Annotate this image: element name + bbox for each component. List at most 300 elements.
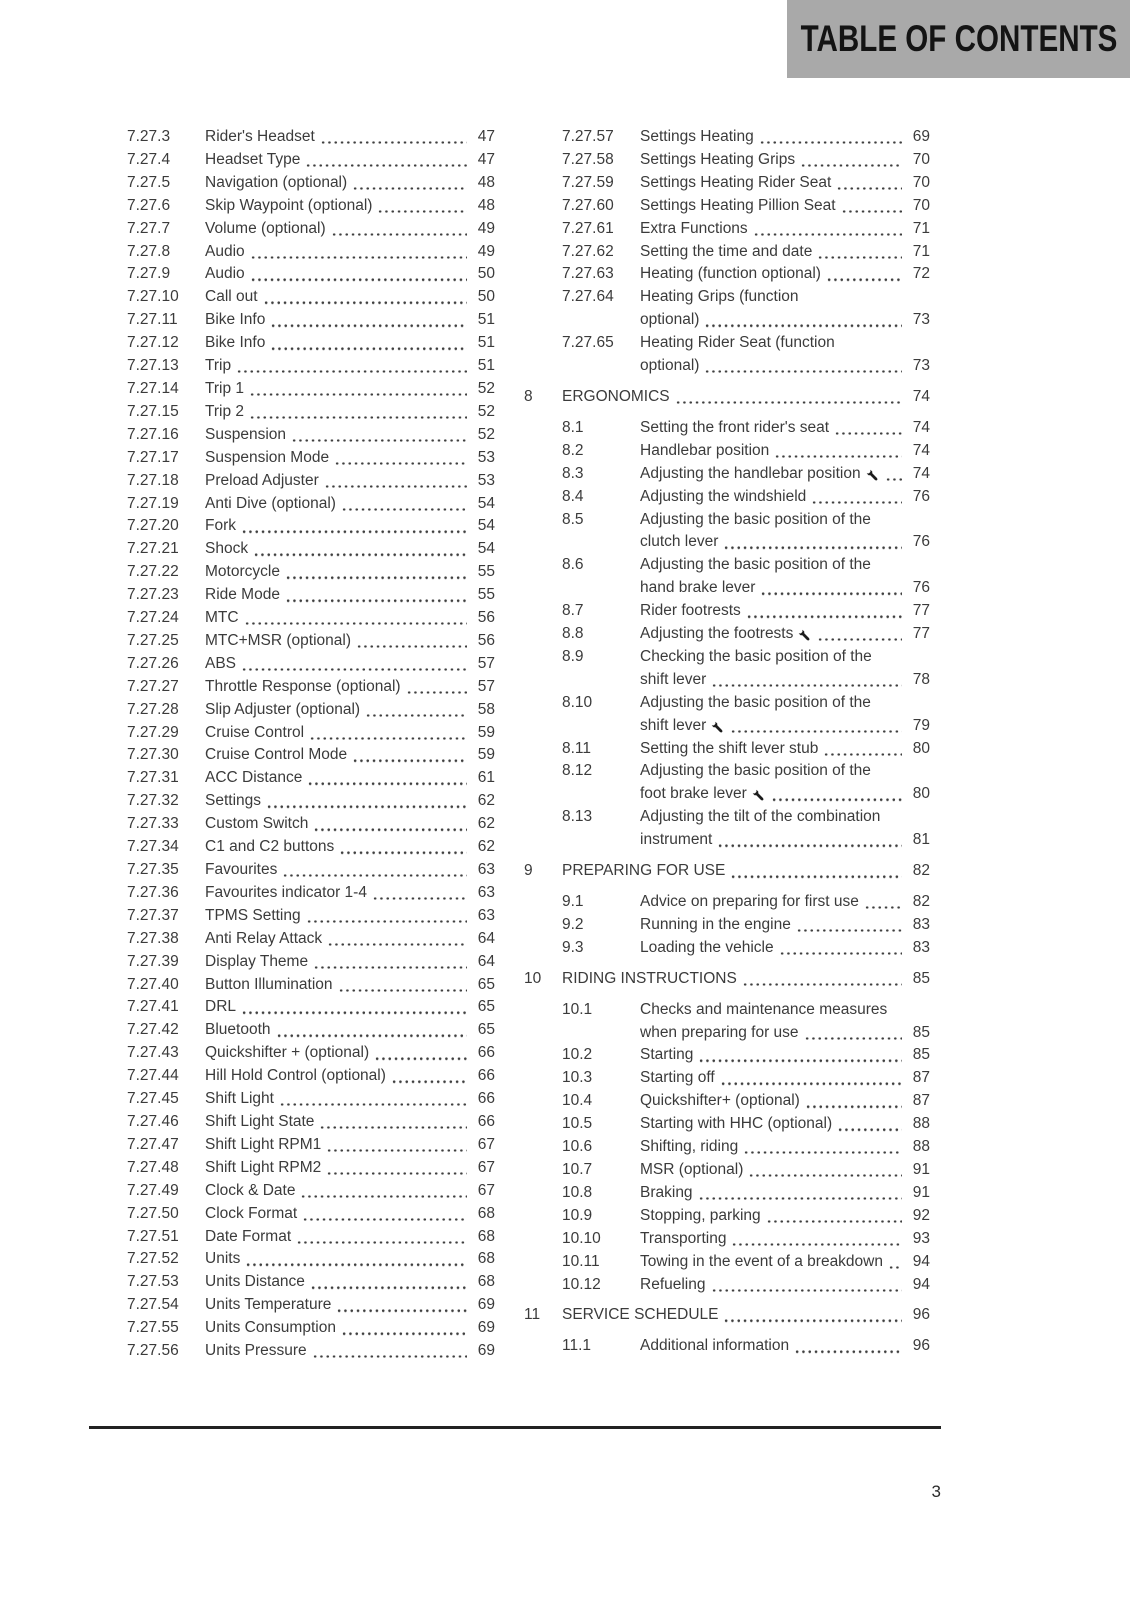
entry-page-number: 74 [912, 441, 930, 459]
entry-title: Motorcycle [205, 563, 280, 581]
dot-leader [711, 1289, 903, 1292]
entry-title: Towing in the event of a breakdown [640, 1252, 883, 1270]
dot-leader [817, 256, 902, 259]
entry-title: Transporting [640, 1229, 727, 1247]
toc-section-entry [524, 860, 930, 883]
entry-number: 7.27.48 [127, 1158, 179, 1176]
dot-leader [241, 668, 467, 671]
toc-entry [524, 554, 930, 600]
entry-title: MSR (optional) [640, 1160, 744, 1178]
entry-page-number: 93 [912, 1229, 930, 1247]
entry-content [640, 891, 930, 914]
toc-entry [89, 951, 495, 974]
entry-title: Starting off [640, 1069, 715, 1087]
entry-content [205, 447, 495, 470]
entry-number: 9.3 [562, 938, 584, 956]
toc-entry [89, 401, 495, 424]
dot-leader [800, 164, 902, 167]
entry-content [640, 692, 930, 738]
entry-content [640, 1251, 930, 1274]
footer-divider [89, 1426, 941, 1429]
toc-right-column [524, 126, 930, 1358]
entry-title: Display Theme [205, 952, 309, 970]
entry-content [640, 914, 930, 937]
entry-number: 7.27.54 [127, 1296, 179, 1314]
entry-title-line: Adjusting the basic position of the [640, 762, 871, 780]
entry-number: 7.27.43 [127, 1044, 179, 1062]
entry-page-number: 54 [477, 494, 495, 512]
dot-leader [339, 851, 467, 854]
entry-page-number: 58 [477, 700, 495, 718]
entry-number: 8.1 [562, 418, 584, 436]
toc-entry [89, 1134, 495, 1157]
entry-title: clutch lever [640, 533, 719, 551]
entry-title: instrument [640, 831, 713, 849]
dot-leader [313, 966, 467, 969]
entry-page-number: 49 [477, 242, 495, 260]
dot-leader [885, 478, 902, 481]
entry-content [640, 760, 930, 806]
entry-page-number: 70 [912, 196, 930, 214]
dot-leader [245, 1263, 467, 1266]
entry-number: 8.11 [562, 739, 592, 757]
entry-number: 7.27.22 [127, 563, 179, 581]
entry-number: 10.10 [562, 1229, 601, 1247]
toc-entry [89, 286, 495, 309]
entry-page-number: 48 [477, 173, 495, 191]
toc-entry [89, 515, 495, 538]
dot-leader [704, 370, 902, 373]
entry-title: Starting [640, 1046, 694, 1064]
entry-number: 7.27.15 [127, 402, 179, 420]
toc-entry [89, 447, 495, 470]
dot-leader [327, 943, 467, 946]
entry-title: shift lever [640, 670, 707, 688]
dot-leader [236, 370, 467, 373]
entry-title: Bluetooth [205, 1021, 271, 1039]
toc-entry [524, 806, 930, 852]
entry-page-number: 66 [477, 1112, 495, 1130]
entry-title: Date Format [205, 1227, 292, 1245]
entry-content [562, 860, 930, 883]
entry-page-number: 67 [477, 1181, 495, 1199]
toc-entry [89, 1271, 495, 1294]
entry-content [205, 1157, 495, 1180]
toc-entry [89, 1340, 495, 1363]
toc-entry [524, 999, 930, 1045]
entry-page-number: 70 [912, 150, 930, 168]
entry-page-number: 66 [477, 1090, 495, 1108]
toc-entry [89, 149, 495, 172]
dot-leader [774, 455, 902, 458]
entry-content [205, 493, 495, 516]
entry-content [205, 1203, 495, 1226]
entry-content [640, 1044, 930, 1067]
entry-title: Anti Dive (optional) [205, 494, 336, 512]
entry-number: 8.9 [562, 647, 584, 665]
entry-title-line: Heating Rider Seat (function [640, 334, 835, 352]
dot-leader [263, 301, 467, 304]
dot-leader [282, 874, 467, 877]
entry-page-number: 55 [477, 586, 495, 604]
entry-content [205, 1088, 495, 1111]
entry-title: Loading the vehicle [640, 938, 774, 956]
entry-page-number: 92 [912, 1206, 930, 1224]
dot-leader [779, 952, 902, 955]
entry-number: 7.27.47 [127, 1135, 179, 1153]
entry-title-line: Adjusting the tilt of the combination [640, 808, 881, 826]
entry-title: ERGONOMICS [562, 387, 670, 405]
toc-entry [524, 646, 930, 692]
toc-entry [524, 440, 930, 463]
entry-content [205, 1340, 495, 1363]
entry-page-number: 96 [912, 1306, 930, 1324]
toc-entry [89, 218, 495, 241]
toc-entry [89, 676, 495, 699]
entry-title: Bike Info [205, 311, 266, 329]
dot-leader [341, 1332, 467, 1335]
dot-leader [331, 233, 467, 236]
dot-leader [250, 256, 467, 259]
toc-entry [89, 424, 495, 447]
page-number: 3 [931, 1482, 941, 1501]
dot-leader [723, 546, 902, 549]
entry-title: PREPARING FOR USE [562, 862, 726, 880]
entry-page-number: 72 [912, 265, 930, 283]
dot-leader [266, 805, 467, 808]
entry-content [205, 149, 495, 172]
entry-title: Quickshifter + (optional) [205, 1044, 370, 1062]
entry-page-number: 81 [912, 831, 930, 849]
entry-page-number: 82 [912, 862, 930, 880]
toc-entry [524, 1274, 930, 1297]
entry-number: 7.27.53 [127, 1273, 179, 1291]
entry-title: Call out [205, 288, 258, 306]
entry-number: 7.27.24 [127, 609, 179, 627]
entry-page-number: 62 [477, 838, 495, 856]
dot-leader [748, 1174, 902, 1177]
entry-page-number: 53 [477, 448, 495, 466]
entry-content [640, 263, 930, 286]
entry-page-number: 74 [912, 418, 930, 436]
entry-page-number: 62 [477, 815, 495, 833]
entry-content [205, 172, 495, 195]
toc-entry [524, 218, 930, 241]
entry-content [205, 676, 495, 699]
entry-page-number: 64 [477, 952, 495, 970]
dot-leader [760, 592, 902, 595]
entry-title: ACC Distance [205, 769, 303, 787]
toc-entry [89, 1042, 495, 1065]
entry-title: Preload Adjuster [205, 471, 319, 489]
entry-page-number: 88 [912, 1138, 930, 1156]
toc-entry [524, 149, 930, 172]
entry-title: Settings Heating Pillion Seat [640, 196, 836, 214]
entry-number: 7.27.18 [127, 471, 179, 489]
entry-title: Stopping, parking [640, 1206, 761, 1224]
dot-leader [300, 1195, 467, 1198]
entry-number: 7.27.35 [127, 861, 179, 878]
entry-page-number: 69 [477, 1342, 495, 1360]
entry-number: 7.27.17 [127, 448, 179, 466]
entry-content [205, 859, 495, 882]
entry-number: 7.27.13 [127, 357, 179, 375]
entry-number: 7.27.36 [127, 883, 179, 901]
entry-content [205, 744, 495, 767]
toc-entry [89, 195, 495, 218]
entry-page-number: 50 [477, 265, 495, 283]
dot-leader [743, 1151, 902, 1154]
entry-content [205, 1248, 495, 1271]
entry-content [205, 355, 495, 378]
entry-title: Units Distance [205, 1273, 305, 1291]
toc-entry [89, 309, 495, 332]
entry-content [205, 996, 495, 1019]
entry-title: Shift Light State [205, 1112, 315, 1130]
entry-page-number: 82 [912, 893, 930, 910]
entry-content [562, 968, 930, 991]
wrench-icon [866, 469, 880, 483]
entry-page-number: 66 [477, 1044, 495, 1062]
toc-entry [524, 891, 930, 914]
entry-number: 10.7 [562, 1160, 593, 1178]
entry-page-number: 55 [477, 563, 495, 581]
entry-page-number: 56 [477, 631, 495, 649]
entry-title-line: Checks and maintenance measures [640, 1000, 888, 1018]
entry-title: Braking [640, 1183, 693, 1201]
entry-number: 7.27.25 [127, 631, 179, 649]
dot-leader [313, 828, 467, 831]
entry-content [640, 937, 930, 960]
entry-number: 7.27.42 [127, 1021, 179, 1039]
entry-number: 7.27.5 [127, 173, 171, 191]
dot-leader [356, 645, 467, 648]
entry-content [205, 790, 495, 813]
entry-title: when preparing for use [640, 1023, 799, 1041]
wrench-icon [711, 721, 725, 735]
dot-leader [285, 599, 467, 602]
entry-title: Units [205, 1250, 241, 1268]
dot-leader [336, 1309, 467, 1312]
entry-number: 7.27.57 [562, 128, 614, 145]
entry-title: Advice on preparing for first use [640, 893, 859, 910]
entry-page-number: 74 [912, 387, 930, 405]
entry-title: Adjusting the windshield [640, 487, 807, 505]
toc-entry [89, 974, 495, 997]
entry-title: MTC+MSR (optional) [205, 631, 351, 649]
entry-number: 9.2 [562, 915, 584, 933]
entry-number: 7.27.55 [127, 1319, 179, 1337]
entry-title: Cruise Control [205, 723, 305, 741]
entry-content [640, 1228, 930, 1251]
dot-leader [841, 210, 902, 213]
entry-content [640, 440, 930, 463]
entry-page-number: 74 [912, 464, 930, 482]
entry-title: Slip Adjuster (optional) [205, 700, 361, 718]
dot-leader [270, 324, 467, 327]
toc-entry [89, 332, 495, 355]
toc-entry [524, 1044, 930, 1067]
dot-leader [746, 615, 902, 618]
dot-leader [730, 730, 902, 733]
entry-page-number: 65 [477, 998, 495, 1016]
entry-number: 10.2 [562, 1046, 593, 1064]
toc-entry [89, 699, 495, 722]
dot-leader [302, 1218, 467, 1221]
dot-leader [305, 164, 467, 167]
entry-number: 7.27.23 [127, 586, 179, 604]
entry-content [205, 767, 495, 790]
entry-title: Additional information [640, 1337, 790, 1355]
entry-page-number: 78 [912, 670, 930, 688]
entry-number: 7.27.37 [127, 906, 179, 924]
dot-leader [391, 1080, 467, 1083]
toc-entry [89, 1226, 495, 1249]
entry-content [640, 286, 930, 332]
entry-content [205, 1042, 495, 1065]
entry-title-line: Adjusting the basic position of the [640, 693, 871, 711]
entry-content [205, 813, 495, 836]
entry-page-number: 48 [477, 196, 495, 214]
entry-title: Fork [205, 517, 236, 535]
dot-leader [296, 1241, 467, 1244]
toc-entry [524, 937, 930, 960]
dot-leader [805, 1105, 902, 1108]
entry-page-number: 51 [477, 311, 495, 329]
entry-number: 7.27.46 [127, 1112, 179, 1130]
entry-content [640, 1205, 930, 1228]
entry-content [205, 653, 495, 676]
entry-number: 7.27.30 [127, 746, 179, 764]
entry-title: Volume (optional) [205, 219, 326, 237]
entry-title: Anti Relay Attack [205, 929, 323, 947]
entry-title: Handlebar position [640, 441, 770, 459]
toc-section-entry [524, 1304, 930, 1327]
entry-number: 10.4 [562, 1092, 593, 1110]
toc-entry [89, 607, 495, 630]
entry-title: Running in the engine [640, 915, 791, 933]
entry-content [640, 738, 930, 761]
entry-title: hand brake lever [640, 579, 756, 597]
entry-content [205, 584, 495, 607]
dot-leader [310, 1286, 467, 1289]
entry-number: 7.27.29 [127, 723, 179, 741]
entry-title: Adjusting the footrests [640, 625, 794, 643]
toc-entry [524, 1090, 930, 1113]
entry-title: Trip [205, 357, 232, 375]
entry-title: Rider footrests [640, 602, 741, 620]
entry-number: 8 [524, 387, 533, 405]
toc-entry [524, 332, 930, 378]
toc-entry [524, 463, 930, 486]
entry-page-number: 52 [477, 402, 495, 420]
entry-number: 7.27.3 [127, 128, 171, 145]
entry-number: 10.5 [562, 1115, 593, 1133]
entry-content [205, 928, 495, 951]
header-bar [787, 0, 1130, 78]
entry-title: Setting the shift lever stub [640, 739, 819, 757]
entry-page-number: 51 [477, 357, 495, 375]
entry-page-number: 50 [477, 288, 495, 306]
wrench-icon [752, 789, 766, 803]
entry-title-line: Adjusting the basic position of the [640, 556, 871, 574]
dot-leader [285, 576, 467, 579]
entry-number: 7.27.60 [562, 196, 614, 214]
entry-content [205, 1111, 495, 1134]
entry-number: 7.27.33 [127, 815, 179, 833]
entry-content [640, 195, 930, 218]
dot-leader [241, 530, 467, 533]
entry-page-number: 73 [912, 311, 930, 329]
toc-entry [89, 493, 495, 516]
entry-page-number: 91 [912, 1183, 930, 1201]
toc-entry [524, 417, 930, 440]
entry-title: optional) [640, 311, 700, 329]
dot-leader [723, 1319, 902, 1322]
dot-leader [249, 393, 467, 396]
dot-leader [794, 1350, 902, 1353]
entry-page-number: 62 [477, 792, 495, 810]
toc-entry [89, 584, 495, 607]
toc-entry [89, 1019, 495, 1042]
entry-page-number: 76 [912, 487, 930, 505]
entry-page-number: 52 [477, 425, 495, 443]
entry-content [640, 486, 930, 509]
toc-entry [89, 1248, 495, 1271]
entry-content [205, 1271, 495, 1294]
entry-number: 7.27.16 [127, 425, 179, 443]
toc-entry [89, 630, 495, 653]
toc-entry [89, 1294, 495, 1317]
toc-entry [524, 1067, 930, 1090]
entry-number: 7.27.50 [127, 1204, 179, 1222]
entry-title: Bike Info [205, 334, 266, 352]
toc-entry [524, 509, 930, 555]
entry-content [640, 999, 930, 1045]
entry-number: 7.27.51 [127, 1227, 179, 1245]
entry-page-number: 57 [477, 654, 495, 672]
entry-content [205, 951, 495, 974]
dot-leader [406, 691, 467, 694]
entry-title: Custom Switch [205, 815, 309, 833]
entry-number: 7.27.14 [127, 379, 179, 397]
entry-title: Navigation (optional) [205, 173, 348, 191]
entry-content [205, 263, 495, 286]
entry-number: 7.27.65 [562, 334, 614, 352]
entry-content [205, 309, 495, 332]
entry-page-number: 85 [912, 1046, 930, 1064]
dot-leader [823, 753, 902, 756]
toc-section-entry [524, 386, 930, 409]
toc-entry [89, 744, 495, 767]
entry-number: 10.11 [562, 1252, 600, 1270]
dot-leader [766, 1220, 902, 1223]
entry-page-number: 69 [912, 128, 930, 145]
dot-leader [250, 278, 467, 281]
entry-page-number: 67 [477, 1158, 495, 1176]
toc-entry [89, 928, 495, 951]
entry-title: Rider's Headset [205, 128, 315, 145]
dot-leader [811, 501, 902, 504]
entry-title: foot brake lever [640, 785, 747, 803]
entry-title: optional) [640, 357, 700, 375]
entry-page-number: 49 [477, 219, 495, 237]
entry-number: 7.27.26 [127, 654, 179, 672]
entry-number: 8.13 [562, 808, 593, 826]
toc-entry [89, 1157, 495, 1180]
entry-content [640, 126, 930, 149]
entry-content [205, 195, 495, 218]
